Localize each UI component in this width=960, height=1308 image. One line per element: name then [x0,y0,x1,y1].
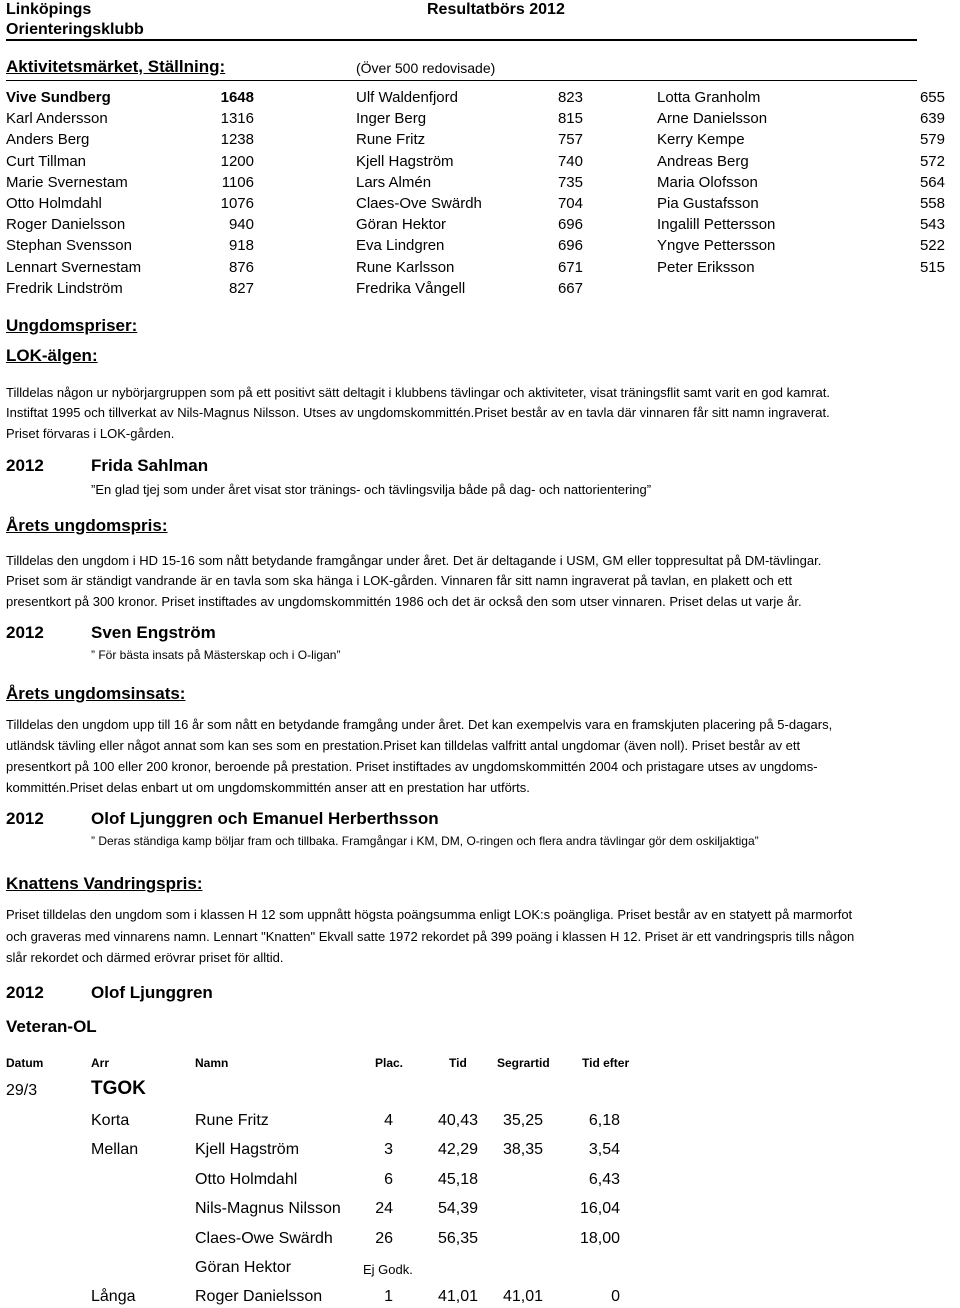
ranking-points: 735 [557,173,583,191]
ranking-points: 579 [919,131,945,149]
ranking-name: Eva Lindgren [356,237,445,255]
result-placement: 24 [375,1200,393,1218]
arets-ungdomsinsats-text-2: utländsk tävling eller något annat som kan ses som en prestation.Priset kan tilldelas valfritt antal ungdomar (även noll). Priset består av ett [6,738,801,753]
ranking-points: 655 [919,89,945,106]
col-header-plac: Plac. [375,1056,404,1070]
result-time: 45,18 [437,1170,478,1188]
ranking-points: 1106 [221,173,254,191]
ranking-points: 522 [919,237,945,255]
ranking-name: Pia Gustafsson [657,195,759,212]
ranking-points: 876 [228,258,254,276]
arets-ungdomsinsats-text-1: Tilldelas den ungdom upp till 16 år som nått en betydande framgång under året. Det kan exempelvis vara en framskjuten placering på 5-dagars, [6,717,833,732]
arets-ungdomsinsats-heading: Årets ungdomsinsats: [6,684,186,703]
arets-ungdomspris-text-1: Tilldelas den ungdom i HD 15-16 som nått betydande framgångar under året. Det är deltagande i USM, GM eller toppresultat på DM-tävlingar. [6,553,822,568]
ranking-points: 671 [557,258,583,276]
ranking-name: Fredrika Vångell [356,279,466,297]
arets-ungdomsinsats-text-4: kommittén.Priset delas enbart ut om ungdomskommittén anser att en prestation har utförts. [6,780,530,795]
ranking-name: Otto Holmdahl [6,195,102,212]
ranking-name: Arne Danielsson [657,110,768,128]
ranking-name: Rune Fritz [356,131,426,149]
result-time-behind: 3,54 [588,1141,620,1159]
ranking-points: 558 [919,195,945,212]
result-time-behind: 16,04 [579,1200,620,1218]
ranking-name: Maria Olofsson [657,173,758,191]
club-name-line1: Linköpings [6,1,92,18]
lok-algen-winner: Frida Sahlman [91,456,209,475]
result-time: 40,43 [437,1112,478,1129]
arets-ungdomspris-quote: ” För bästa insats på Mästerskap och i O-ligan” [91,648,341,662]
ranking-name: Roger Danielsson [6,216,126,234]
aktivitet-note: (Över 500 redovisade) [356,60,496,76]
result-time-behind: 6,18 [588,1112,620,1129]
arets-ungdomspris-heading: Årets ungdomspris: [6,516,168,535]
lok-algen-year: 2012 [6,456,44,475]
ranking-points: 1648 [220,89,254,106]
ranking-name: Göran Hektor [356,216,447,234]
event-organizer: TGOK [91,1078,146,1099]
ranking-name: Fredrik Lindström [6,279,123,297]
ranking-name: Ulf Waldenfjord [356,89,458,106]
header-rule [6,39,917,41]
col-header-segrartid: Segrartid [497,1056,550,1070]
result-course: Korta [91,1112,130,1129]
lok-algen-text-2: Instiftat 1995 och tillverkat av Nils-Magnus Nilsson. Utses av ungdomskommittén.Priset består av en tavla där vinnaren får sitt namn ingraverat. [6,405,830,420]
ranking-name: Stephan Svensson [6,237,132,255]
arets-ungdomspris-year: 2012 [6,623,44,642]
result-placement: Ej Godk. [363,1262,413,1277]
ranking-name: Lotta Granholm [657,89,761,106]
ranking-name: Curt Tillman [6,152,87,170]
ranking-name: Yngve Pettersson [657,237,776,255]
ranking-name: Ingalill Pettersson [657,216,776,234]
ranking-name: Lars Almén [356,173,432,191]
arets-ungdomsinsats-text-3: presentkort på 100 eller 200 kronor, beroende på prestation. Priset instiftades av ungdomskommittén 2004 och pristagare utses av ungdoms- [6,759,818,774]
knattens-text-1: Priset tilldelas den ungdom som i klassen H 12 som uppnått högsta poängsumma enligt LOK:s poängliga. Priset består av en statyett på marmorfot [6,907,853,922]
ranking-points: 667 [557,279,583,297]
ranking-points: 696 [557,237,583,255]
ranking-points: 740 [557,152,583,170]
ranking-points: 940 [228,216,254,234]
result-course: Mellan [91,1141,139,1159]
result-placement: 26 [375,1229,393,1247]
lok-algen-text-1: Tilldelas någon ur nybörjargruppen som på ett positivt sätt deltagit i klubbens tävlingar och aktiviteter, visat träningsflit samt varit en god kamrat. [6,385,830,400]
ranking-name: Karl Andersson [6,110,108,128]
result-time-behind: 18,00 [579,1229,620,1247]
ranking-name: Marie Svernestam [6,173,128,191]
arets-ungdomsinsats-winner: Olof Ljunggren och Emanuel Herberthsson [91,809,439,828]
arets-ungdomspris-winner: Sven Engström [91,623,216,642]
ranking-points: 1200 [220,152,254,170]
result-time: 41,01 [437,1288,478,1306]
club-name-line2: Orienteringsklubb [6,21,144,38]
ranking-name: Rune Karlsson [356,258,455,276]
ranking-name: Andreas Berg [657,152,749,170]
result-runner: Göran Hektor [195,1259,292,1276]
result-course: Långa [91,1288,136,1306]
result-placement: 1 [384,1288,393,1306]
result-time: 56,35 [437,1229,478,1247]
result-placement: 4 [384,1112,393,1129]
result-winner-time: 41,01 [502,1288,543,1306]
col-header-tid: Tid [449,1056,467,1070]
knattens-text-2: och graveras med vinnarens namn. Lennart "Knatten" Ekvall satte 1972 rekordet på 399 poäng i klassen H 12. Priset är ett vandringspris tills någon [6,929,855,944]
result-time-behind: 0 [611,1288,620,1306]
col-header-namn: Namn [195,1056,229,1070]
ranking-points: 823 [557,89,583,106]
arets-ungdomsinsats-quote: ” Deras ständiga kamp böljar fram och tillbaka. Framgångar i KM, DM, O-ringen och flera andra tävlingar gör dem oskiljaktiga” [91,834,759,848]
veteran-heading: Veteran-OL [6,1017,97,1036]
col-header-tid-efter: Tid efter [582,1056,630,1070]
ranking-points: 696 [557,216,583,234]
ranking-points: 1238 [220,131,254,149]
result-runner: Rune Fritz [195,1112,269,1129]
ranking-name: Claes-Ove Swärdh [356,195,482,212]
event-date: 29/3 [6,1082,38,1099]
result-runner: Otto Holmdahl [195,1170,298,1188]
col-header-arr: Arr [91,1056,110,1070]
arets-ungdomspris-text-2: Priset som är ständigt vandrande är en tavla som ska hänga i LOK-gården. Vinnaren får sitt namn ingraverat på tavlan, en plakett och ett [6,573,792,588]
ranking-points: 515 [919,258,945,276]
result-runner: Nils-Magnus Nilsson [195,1200,341,1218]
ranking-name: Lennart Svernestam [6,258,142,276]
ranking-points: 639 [919,110,945,128]
ungdomspriser-heading: Ungdomspriser: [6,316,138,335]
result-time: 42,29 [437,1141,478,1159]
result-placement: 6 [384,1170,393,1188]
ranking-name: Anders Berg [6,131,90,149]
result-time-behind: 6,43 [588,1170,620,1188]
knattens-year: 2012 [6,983,44,1002]
knattens-heading: Knattens Vandringspris: [6,874,203,893]
result-runner: Roger Danielsson [195,1288,323,1306]
lok-algen-quote: ”En glad tjej som under året visat stor tränings- och tävlingsvilja både på dag- och nattorientering” [91,482,652,497]
ranking-points: 827 [228,279,254,297]
ranking-name: Vive Sundberg [6,89,111,106]
result-runner: Claes-Owe Swärdh [195,1229,333,1247]
ranking-name: Kerry Kempe [657,131,745,149]
ranking-points: 1316 [220,110,254,128]
result-winner-time: 35,25 [502,1112,543,1129]
knattens-winner: Olof Ljunggren [91,983,213,1002]
ranking-points: 918 [228,237,254,255]
col-header-datum: Datum [6,1056,44,1070]
ranking-name: Peter Eriksson [657,258,755,276]
ranking-name: Inger Berg [356,110,427,128]
ranking-name: Kjell Hagström [356,152,454,170]
ranking-points: 572 [919,152,945,170]
aktivitet-rule [6,80,917,81]
ranking-points: 815 [557,110,583,128]
arets-ungdomspris-text-3: presentkort på 300 kronor. Priset instiftades av ungdomskommittén 1986 och det är också den som utser vinnaren. Priset delas ut varje år. [6,594,802,609]
arets-ungdomsinsats-year: 2012 [6,809,44,828]
ranking-points: 1076 [220,195,254,212]
page-title: Resultatbörs 2012 [427,1,565,18]
aktivitet-heading: Aktivitetsmärket, Ställning: [6,57,226,76]
lok-algen-text-3: Priset förvaras i LOK-gården. [6,426,175,441]
result-winner-time: 38,35 [502,1141,543,1159]
lok-algen-heading: LOK-älgen: [6,346,98,365]
ranking-points: 704 [557,195,583,212]
ranking-points: 543 [919,216,945,234]
result-runner: Kjell Hagström [195,1141,300,1159]
knattens-text-3: slår rekordet och därmed erövrar priset för alltid. [6,950,284,965]
result-placement: 3 [384,1141,393,1159]
ranking-points: 757 [557,131,583,149]
result-time: 54,39 [437,1200,478,1218]
ranking-points: 564 [919,173,945,191]
